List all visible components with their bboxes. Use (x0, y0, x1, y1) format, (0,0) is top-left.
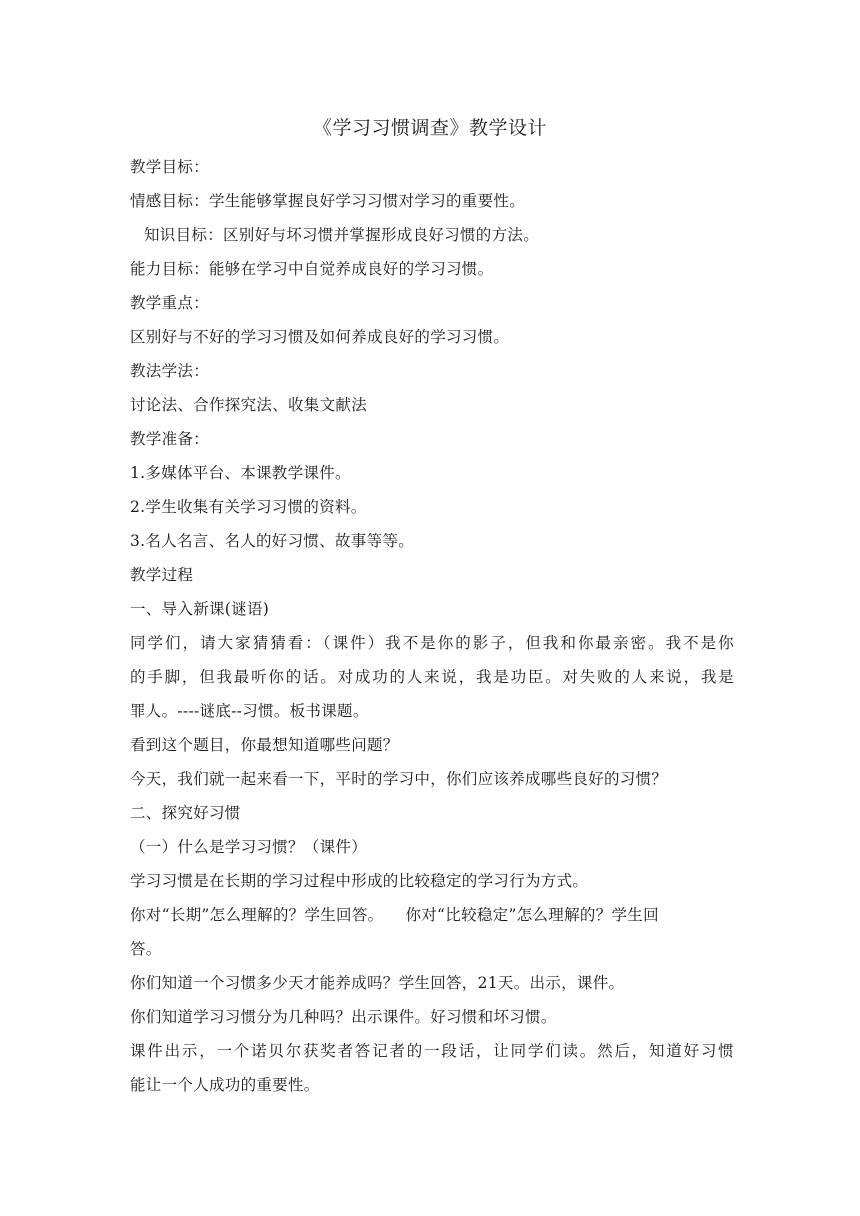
paragraph-line: 区别好与不好的学习习惯及如何养成良好的学习习惯。 (130, 328, 510, 346)
paragraph-line: 教学目标： (130, 158, 210, 176)
paragraph-line: 今天，我们就一起来看一下，平时的学习中，你们应该养成哪些良好的习惯？ (130, 770, 668, 788)
paragraph-line (130, 898, 734, 932)
paragraph-line: 知识目标：区别好与坏习惯并掌握形成良好习惯的方法。 (144, 226, 540, 244)
paragraph-line: 教学重点： (130, 294, 210, 312)
paragraph-line: 教法学法： (130, 362, 210, 380)
paragraph-line: 学习习惯是在长期的学习过程中形成的比较稳定的学习行为方式。 (130, 872, 589, 890)
paragraph-line: 罪人。----谜底--习惯。板书课题。 (130, 702, 369, 720)
document-title: 《学习习惯调查》教学设计 (312, 117, 547, 139)
paragraph-line: 情感目标：学生能够掌握良好学习习惯对学习的重要性。 (130, 192, 526, 210)
paragraph-line: 能让一个人成功的重要性。 (130, 1076, 320, 1094)
paragraph-line: 的手脚，但我最听你的话。对成功的人来说，我是功臣。对失败的人来说，我是 (130, 668, 734, 686)
paragraph-line: 课件出示，一个诺贝尔获奖者答记者的一段话，让同学们读。然后，知道好习惯 (130, 1042, 734, 1060)
paragraph-line: 你们知道学习习惯分为几种吗？出示课件。好习惯和坏习惯。 (130, 1008, 557, 1026)
paragraph-line: 看到这个题目，你最想知道哪些问题？ (130, 736, 399, 754)
section-heading: 一、导入新课(谜语) (130, 600, 270, 618)
document-body (130, 150, 734, 1102)
paragraph-line: 1.多媒体平台、本课教学课件。 (130, 464, 351, 482)
subsection-heading: （一）什么是学习习惯？（课件） (130, 838, 368, 856)
paragraph-line: 能力目标：能够在学习中自觉养成良好的学习习惯。 (130, 260, 494, 278)
section-heading: 教学过程 (130, 566, 194, 584)
section-heading: 二、探究好习惯 (130, 804, 241, 822)
paragraph-line: 答。 (130, 940, 162, 958)
paragraph-line: 讨论法、合作探究法、收集文献法 (130, 396, 368, 414)
paragraph-line: 2.学生收集有关学习习惯的资料。 (130, 498, 367, 516)
paragraph-line: 同学们，请大家猜猜看：（课件）我不是你的影子，但我和你最亲密。我不是你 (130, 634, 734, 652)
paragraph-line: 3.名人名言、名人的好习惯、故事等等。 (130, 532, 414, 550)
question-long-term: 你对“长期”怎么理解的？学生回答。 (130, 906, 384, 924)
paragraph-line: 教学准备： (130, 430, 210, 448)
question-stable: 你对“比较稳定”怎么理解的？学生回 (405, 906, 659, 924)
paragraph-line: 你们知道一个习惯多少天才能养成吗？学生回答，21天。出示，课件。 (130, 974, 625, 992)
